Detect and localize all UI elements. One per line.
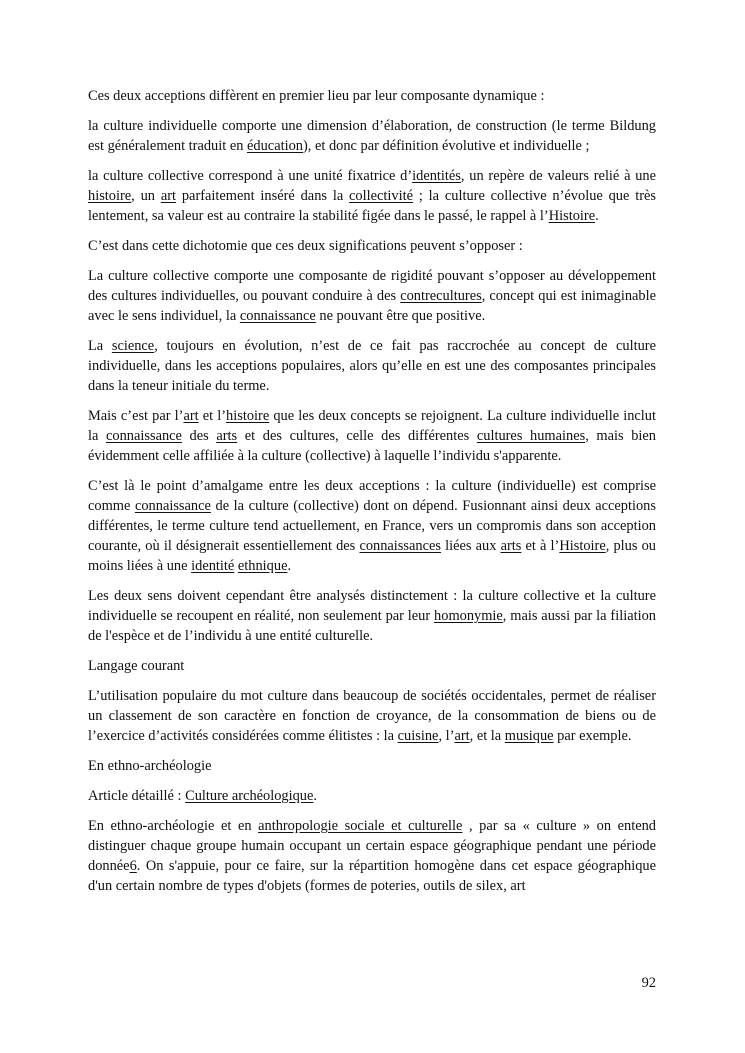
paragraph-text: la culture collective correspond à une unité fixatrice d’ [88,168,413,184]
paragraph-deux-sens [88,586,656,646]
paragraph-text: que les deux concepts se rejoignent. La culture individuelle inclut la [88,408,656,444]
section-heading-langage-courant [88,656,656,676]
paragraph-text: Article détaillé : [88,788,186,804]
document-page [88,86,656,906]
page-number: 92 [641,975,656,991]
paragraph-dichotomie [88,236,656,256]
hyperlink[interactable]: musique [504,728,554,744]
hyperlink[interactable]: arts [216,428,238,444]
paragraph-text: L’utilisation populaire du mot culture dans beaucoup de sociétés occidentales, permet de réaliser un classement de son caractère en fonction de croyance, de la consommation de biens ou de l’exercice d’activités considérées comme élitistes : la [88,688,656,744]
paragraph-text: par exemple. [553,728,632,744]
paragraph-text: , concept qui est inimaginable avec le sens individuel, la [88,288,656,324]
paragraph-text: ; la culture collective n’évolue que très lentement, sa valeur est au contraire la stabilité figée dans le passé, le rappel à l’ [88,188,657,224]
hyperlink[interactable]: homonymie [434,608,503,624]
paragraph-text: . On s'appuie, pour ce faire, sur la répartition homogène dans cet espace géographique d'un certain nombre de types d'objets (formes de poteries, outils de silex, art [88,858,656,894]
paragraph-text: des [181,428,217,444]
hyperlink[interactable]: science [111,338,155,354]
paragraph-text: de la culture (collective) dont on dépend. Fusionnant ainsi deux acceptions différentes, le terme culture tend actuellement, en France, vers un compromis dans son acception courante, où il désignerait essentiellement des [88,498,656,554]
hyperlink[interactable]: art [160,188,177,204]
paragraph-culture-collective [88,166,656,226]
paragraph-text: En ethno-archéologie [88,758,212,774]
hyperlink[interactable]: connaissance [239,308,316,324]
paragraph-text: et l’ [198,408,227,424]
hyperlink[interactable]: connaissance [106,428,182,444]
hyperlink[interactable]: art [183,408,199,424]
paragraph-text: et à l’ [521,538,560,554]
paragraph-text: . [287,558,292,574]
paragraph-text: parfaitement inséré dans la [176,188,350,204]
paragraph-text: Les deux sens doivent cependant être analysés distinctement : la culture collective et la culture individuelle se recoupent en réalité, non seulement par leur [88,588,656,624]
hyperlink[interactable]: éducation [247,138,303,154]
hyperlink[interactable]: collectivité [349,188,413,204]
hyperlink[interactable]: cultures humaines [476,428,586,444]
paragraph-text: . [595,208,599,224]
paragraph-text: ), et donc par définition évolutive et individuelle ; [302,138,590,154]
hyperlink[interactable]: identités [412,168,461,184]
paragraph-rigidite [88,266,656,326]
paragraph-text: Langage courant [88,658,185,674]
paragraph-text: , mais aussi par la filiation de l'espèce et de l’individu à une entité culturelle. [88,608,656,644]
hyperlink[interactable]: ethnique [237,558,288,574]
hyperlink[interactable]: connaissances [359,538,441,554]
paragraph-text: , un repère de valeurs relié à une [460,168,657,184]
hyperlink[interactable]: Histoire [559,538,606,554]
paragraph-text: , un [131,188,161,204]
hyperlink[interactable]: histoire [88,188,132,204]
paragraph-text: ne pouvant être que positive. [315,308,486,324]
hyperlink[interactable]: 6 [129,858,137,874]
paragraph-text: et des cultures, celle des différentes [237,428,477,444]
paragraph-text: , mais bien évidemment celle affiliée à la culture (collective) à laquelle l’individu s'apparente. [88,428,657,464]
paragraph-intro-acceptions [88,86,656,106]
paragraph-science [88,336,656,396]
hyperlink[interactable]: contrecultures [400,288,482,304]
paragraph-ethno-archeologie [88,816,656,896]
hyperlink[interactable]: Histoire [548,208,596,224]
paragraph-text: , et la [469,728,505,744]
paragraph-text: , toujours en évolution, n’est de ce fait pas raccrochée au concept de culture individuelle, dans les acceptions populaires, alors qu’elle en est une des composantes principales dans la teneur initiale du terme. [88,338,656,394]
hyperlink[interactable]: connaissance [134,498,211,514]
paragraph-text: En ethno-archéologie et en [88,818,259,834]
paragraph-utilisation-populaire [88,686,656,746]
hyperlink[interactable]: arts [500,538,522,554]
paragraph-text: C’est là le point d’amalgame entre les deux acceptions : la culture (individuelle) est comprise comme [88,478,656,514]
paragraph-text: La culture collective comporte une composante de rigidité pouvant s’opposer au développement des cultures individuelles, ou pouvant conduire à des [88,268,656,304]
paragraph-text: , par sa « culture » on entend distinguer chaque groupe humain occupant un certain espace géographique pendant une période donnée [88,818,656,874]
hyperlink[interactable]: cuisine [397,728,439,744]
paragraph-text: Ces deux acceptions diffèrent en premier lieu par leur composante dynamique : [88,88,545,104]
paragraph-text: la culture individuelle comporte une dimension d’élaboration, de construction (le terme Bildung est généralement traduit en [88,118,656,154]
paragraph-amalgame [88,476,656,576]
paragraph-text: , plus ou moins liées à une [88,538,656,574]
hyperlink[interactable]: anthropologie sociale et culturelle [258,818,463,834]
hyperlink[interactable]: histoire [226,408,270,424]
paragraph-art-histoire [88,406,656,466]
section-heading-ethno-archeologie [88,756,656,776]
paragraph-text: liées aux [440,538,501,554]
hyperlink[interactable]: identité [191,558,235,574]
paragraph-text: La [88,338,112,354]
paragraph-article-detaille [88,786,656,806]
paragraph-text: , l’ [438,728,455,744]
paragraph-culture-individuelle [88,116,656,156]
hyperlink[interactable]: art [454,728,470,744]
paragraph-text: . [313,788,317,804]
paragraph-text: Mais c’est par l’ [88,408,184,424]
hyperlink[interactable]: Culture archéologique [185,788,314,804]
paragraph-text: C’est dans cette dichotomie que ces deux significations peuvent s’opposer : [88,238,523,254]
